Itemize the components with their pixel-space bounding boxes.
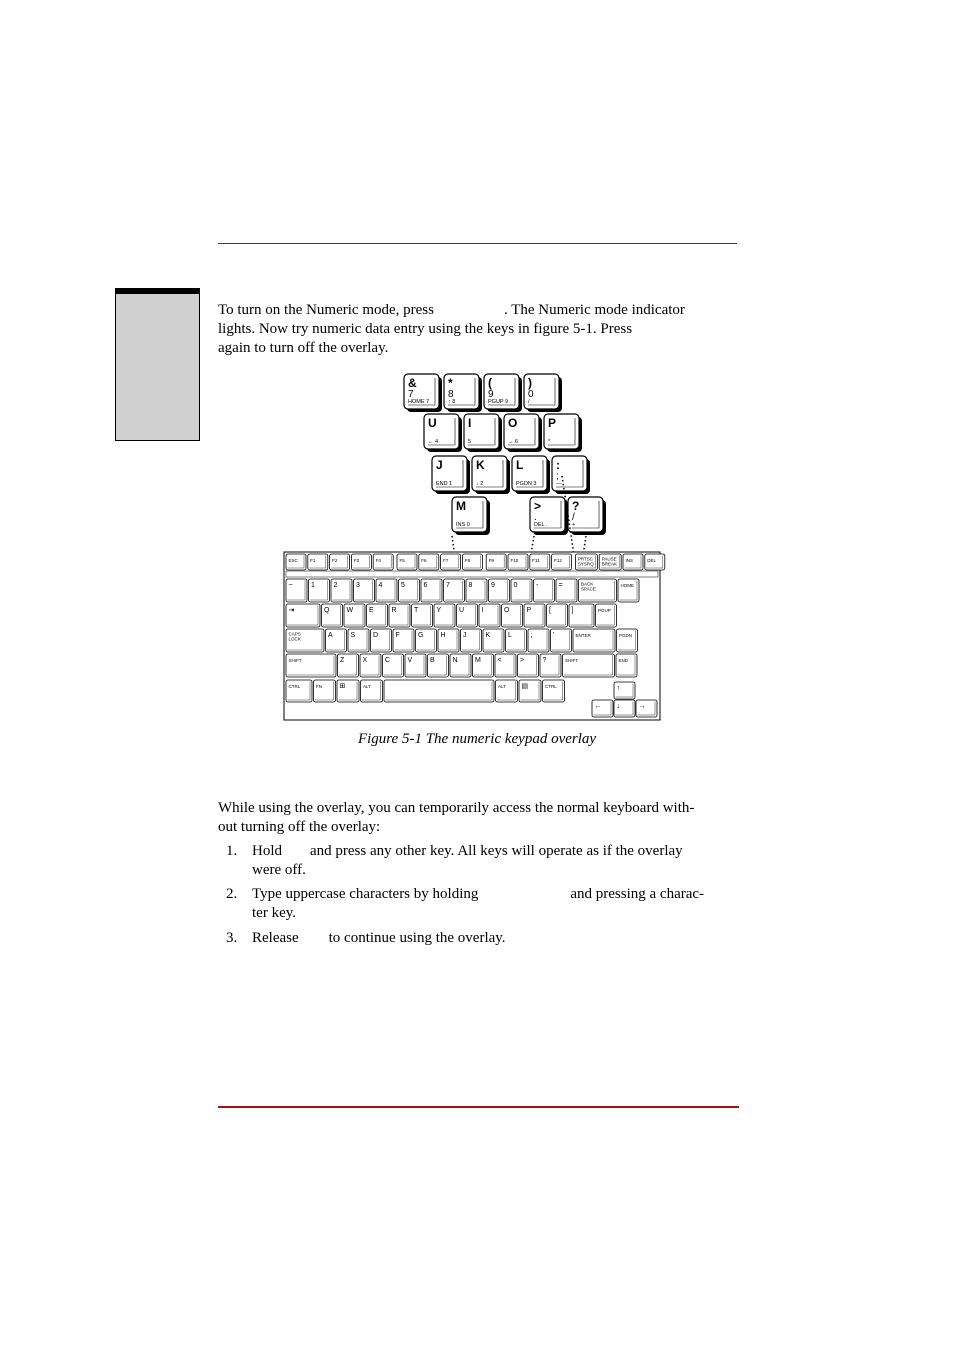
- keyboard-key-label: <: [497, 657, 502, 664]
- overlay-key: [404, 374, 442, 412]
- para1-line2: lights. Now try numeric data entry using the keys in figure 5-1. Press: [218, 321, 633, 337]
- keyboard-key: [371, 629, 392, 652]
- keyboard-key: [314, 680, 336, 702]
- keyboard-key: [511, 579, 532, 602]
- keyboard-key: [373, 554, 393, 570]
- keyboard-key-label: SYSRQ: [577, 561, 594, 567]
- keyboard-key-label: ↓: [616, 703, 620, 710]
- overlay-key-num: DEL .: [534, 522, 548, 528]
- keyboard-key-label: N: [452, 657, 458, 664]
- keyboard-key-label: I: [481, 607, 484, 614]
- keyboard-key: [337, 680, 359, 702]
- keyboard-key: [495, 654, 516, 677]
- keyboard-key-label: CTRL: [288, 684, 301, 689]
- keyboard-key-label: ESC: [288, 558, 298, 563]
- keyboard-key-label: L: [508, 632, 512, 639]
- overlay-key-num: /: [528, 399, 530, 405]
- overlay-key-num: HOME 7: [408, 399, 430, 405]
- keyboard-key: [596, 604, 617, 627]
- list-number: 2.: [226, 886, 238, 902]
- keyboard-key: [286, 629, 324, 652]
- keyboard-key: [599, 554, 621, 570]
- overlay-key-letter: (: [488, 376, 492, 390]
- overlay-key-letter: ): [528, 376, 532, 390]
- overlay-key-num: +: [572, 522, 576, 528]
- keyboard-key-label: ▤: [521, 683, 529, 690]
- keyboard-key: [569, 604, 594, 627]
- keyboard-key: [534, 579, 555, 602]
- keyboard-key-label: F2: [332, 558, 338, 563]
- keyboard-key-label: ;: [530, 632, 533, 639]
- keyboard-key-label: INS: [625, 558, 634, 563]
- keyboard-key: [528, 629, 549, 652]
- keyboard-key: [573, 629, 615, 652]
- keyboard-key-label: -: [536, 582, 539, 589]
- keyboard-key: [286, 579, 307, 602]
- keyboard-key: [486, 554, 506, 570]
- keyboard-key-label: F5: [399, 558, 405, 563]
- keyboard-key-label: J: [463, 632, 467, 639]
- keyboard-key-label: B: [430, 657, 435, 664]
- overlay-key-letter: O: [508, 416, 518, 430]
- keyboard-key: [441, 554, 461, 570]
- overlay-key: [552, 456, 590, 494]
- keyboard-key-label: ←: [594, 703, 602, 710]
- keyboard-key-label: 8: [468, 582, 473, 589]
- keyboard-key-label: Q: [324, 607, 330, 614]
- list-text-b: to continue using the overlay.: [328, 930, 506, 946]
- list-text-a: Release: [252, 930, 299, 946]
- list-text-a: Hold: [252, 843, 282, 859]
- keyboard-key-label: ALT: [498, 684, 506, 689]
- keyboard-key-label: HOME: [620, 583, 634, 588]
- keyboard-key: [444, 579, 465, 602]
- keyboard-key-label: BREAK: [601, 561, 617, 567]
- overlay-key-num: ↓ 2: [476, 481, 484, 487]
- keyboard-key-label: DEL: [647, 558, 657, 563]
- overlay-key-sub: 7: [408, 389, 414, 400]
- overlay-key: [432, 456, 470, 494]
- keyboard-figure: [280, 370, 670, 725]
- keyboard-key: [508, 554, 528, 570]
- keyboard-key: [438, 629, 459, 652]
- keyboard-key-label: V: [407, 657, 413, 664]
- para1-line1: [218, 301, 685, 320]
- keyboard-key: [389, 604, 410, 627]
- keyboard-key-label: D: [373, 632, 379, 639]
- para2-line1: While using the overlay, you can temporarily access the normal keyboard with-: [218, 800, 695, 816]
- keyboard-key-label: F6: [421, 558, 427, 563]
- keyboard-key: [309, 579, 330, 602]
- keyboard-key-label: LOCK: [288, 636, 301, 642]
- keyboard-key-label: SHIFT: [565, 658, 578, 663]
- keyboard-key: [405, 654, 426, 677]
- overlay-key-num: END 1: [436, 481, 453, 487]
- keyboard-key: [636, 700, 657, 717]
- keyboard-key-label: PAUSE: [601, 556, 617, 562]
- keyboard-key: [344, 604, 365, 627]
- overlay-key: [524, 374, 562, 412]
- keyboard-key-label: [: [549, 607, 551, 614]
- overlay-key-letter: K: [476, 458, 485, 472]
- keyboard-key-label: FN: [316, 684, 322, 689]
- keyboard-key: [530, 554, 550, 570]
- keyboard-key: [322, 604, 343, 627]
- keyboard-key-label: CAPS: [288, 631, 301, 637]
- keyboard-key: [286, 554, 306, 570]
- para1-text-b: . The Numeric mode indicator: [503, 302, 685, 318]
- indicator-strip: [286, 571, 658, 577]
- keyboard-key-label: F12: [554, 558, 562, 563]
- overlay-key-letter: P: [548, 416, 557, 430]
- keyboard-key-label: F: [395, 632, 400, 639]
- figure-caption: Figure 5-1 The numeric keypad overlay: [357, 731, 597, 747]
- overlay-key-sub: ;: [556, 471, 559, 482]
- keyboard-key: [473, 654, 494, 677]
- keyboard-key-label: ]: [571, 607, 574, 614]
- keyboard-key: [575, 554, 597, 570]
- keyboard-key-label: ALT: [363, 684, 371, 689]
- overlay-key: [504, 414, 542, 452]
- keyboard-key-label: ⇥: [288, 607, 295, 614]
- list-text-b: and press any other key. All keys will operate as if the overlay: [310, 843, 683, 859]
- keyboard-key-label: ?: [542, 657, 547, 664]
- keyboard-key-label: S: [350, 632, 356, 639]
- keyboard-key: [518, 654, 539, 677]
- chapter-side-tab: [115, 288, 200, 441]
- keyboard-key: [416, 629, 437, 652]
- keyboard-key-label: K: [485, 632, 491, 639]
- keyboard-key-label: H: [440, 632, 446, 639]
- keyboard-key: [623, 554, 643, 570]
- overlay-key: [484, 374, 522, 412]
- keyboard-key: [540, 654, 561, 677]
- keyboard-key: [479, 604, 500, 627]
- keyboard-key: [286, 604, 320, 627]
- overlay-key: [452, 497, 490, 535]
- keyboard-key-label: E: [369, 607, 374, 614]
- overlay-key: [568, 497, 606, 535]
- overlay-key-letter: I: [468, 416, 472, 430]
- keyboard-key: [326, 629, 347, 652]
- keyboard-key-label: M: [475, 657, 481, 664]
- keyboard-key: [419, 554, 439, 570]
- keyboard-key-label: F7: [443, 558, 449, 563]
- keyboard-key-label: F3: [353, 558, 360, 563]
- keyboard-key: [496, 680, 518, 702]
- keyboard-key-label: F4: [375, 558, 381, 563]
- keyboard-key: [547, 604, 568, 627]
- keyboard-key-label: 5: [401, 582, 405, 589]
- keyboard-key: [519, 680, 541, 702]
- keyboard-key-label: F10: [510, 558, 519, 563]
- overlay-key-letter: &: [408, 376, 417, 390]
- keyboard-key-label: →: [638, 703, 646, 710]
- overlay-key: [424, 414, 462, 452]
- keyboard-key: [376, 579, 397, 602]
- keyboard-key: [579, 579, 617, 602]
- keyboard-key: [617, 629, 638, 652]
- overlay-key-letter: L: [516, 458, 524, 472]
- keyboard-key: [614, 682, 635, 699]
- overlay-key-letter: >: [534, 499, 542, 513]
- keyboard-key: [421, 579, 442, 602]
- keyboard-key-label: 7: [446, 582, 450, 589]
- overlay-key-sub: /: [572, 512, 575, 523]
- overlay-key-num: ↑ 8: [448, 399, 456, 405]
- overlay-key-letter: J: [436, 458, 443, 472]
- keyboard-key: [450, 654, 471, 677]
- keyboard-key: [338, 654, 359, 677]
- keyboard-key: [466, 579, 487, 602]
- keyboard-key-label: P: [526, 607, 532, 614]
- keyboard-key: [483, 629, 504, 652]
- keyboard-key: [383, 654, 404, 677]
- keyboard-key: [397, 554, 417, 570]
- keyboard-key-label: Y: [436, 607, 442, 614]
- keyboard-key-label: PRTSC: [577, 556, 594, 562]
- keyboard-key-label: BACK: [581, 581, 594, 587]
- keyboard-key: [286, 654, 336, 677]
- keyboard-key: [393, 629, 414, 652]
- overlay-key-num: ← 4: [428, 439, 439, 445]
- keyboard-key: [461, 629, 482, 652]
- keyboard-key-label: 0: [513, 582, 518, 589]
- overlay-key: [444, 374, 482, 412]
- keyboard-key: [556, 579, 577, 602]
- keyboard-key: [412, 604, 433, 627]
- list-number: 3.: [226, 930, 238, 946]
- keyboard-key: [552, 554, 572, 570]
- overlay-key-letter: :: [556, 458, 560, 472]
- keyboard-key: [645, 554, 665, 570]
- overlay-key-letter: *: [448, 376, 453, 390]
- keyboard-key-label: C: [385, 657, 391, 664]
- keyboard-key-label: G: [418, 632, 424, 639]
- keyboard-key: [367, 604, 388, 627]
- keyboard-key: [354, 579, 375, 602]
- keyboard-key-label: ↑: [616, 685, 620, 692]
- keyboard-key-label: F11: [532, 558, 540, 563]
- keyboard-key-label: X: [362, 657, 368, 664]
- overlay-key: [512, 456, 550, 494]
- keyboard-key-label: ~: [288, 582, 293, 589]
- overlay-key: [530, 497, 568, 535]
- keyboard-key-label: Z: [340, 657, 345, 664]
- list-text-cont: ter key.: [252, 905, 297, 921]
- keyboard-key: [592, 700, 613, 717]
- list-text-cont: were off.: [252, 862, 306, 878]
- keyboard-key-label: =: [558, 582, 563, 589]
- list-text-a: Type uppercase characters by holding: [252, 886, 479, 902]
- keyboard-key: [384, 680, 494, 702]
- keyboard-key-label: END: [618, 658, 629, 663]
- keyboard-key: [563, 654, 615, 677]
- keyboard-key: [351, 554, 371, 570]
- keyboard-key-label: W: [346, 607, 354, 614]
- keyboard-key: [489, 579, 510, 602]
- keyboard-key: [462, 554, 482, 570]
- keyboard-key-label: >: [520, 657, 525, 664]
- overlay-key: [544, 414, 582, 452]
- keyboard-key-label: ': [553, 632, 555, 639]
- list-number: 1.: [226, 843, 238, 859]
- keyboard-key-label: CTRL: [545, 684, 557, 689]
- keyboard-key-label: A: [328, 632, 333, 639]
- overlay-key-sub: 8: [448, 389, 454, 400]
- keyboard-key-label: 3: [356, 582, 360, 589]
- keyboard-key-label: 1: [311, 582, 315, 589]
- keyboard-key-label: 4: [378, 582, 383, 589]
- keyboard-key: [543, 680, 565, 702]
- overlay-key: [472, 456, 510, 494]
- keyboard-key-label: F1: [310, 558, 316, 563]
- overlay-key-letter: U: [428, 416, 437, 430]
- keyboard-key-label: 9: [491, 582, 495, 589]
- keyboard-key: [428, 654, 449, 677]
- overlay-key-num: PGDN 3: [516, 481, 537, 487]
- keyboard-key-label: T: [414, 607, 419, 614]
- overlay-key-num: PGUP 9: [488, 399, 509, 405]
- keyboard-key: [614, 700, 635, 717]
- keyboard-key: [360, 654, 381, 677]
- keyboard-key: [434, 604, 455, 627]
- overlay-key-num: INS 0: [456, 522, 470, 528]
- overlay-key-letter: ?: [572, 499, 580, 513]
- keyboard-key: [361, 680, 383, 702]
- overlay-key-num: 5: [468, 439, 472, 445]
- footer-rule: [218, 1106, 739, 1108]
- overlay-key-num: —: [556, 481, 562, 487]
- keyboard-key: [618, 579, 639, 602]
- keyboard-key: [551, 629, 572, 652]
- keyboard-key-label: 6: [423, 582, 428, 589]
- keyboard-key-label: O: [504, 607, 510, 614]
- keyboard-key-label: ENTER: [575, 633, 591, 638]
- keyboard-key-label: SHIFT: [288, 658, 302, 663]
- overlay-key-sub: .: [534, 512, 537, 523]
- keyboard-key-label: F9: [488, 558, 494, 563]
- para1-text-a: To turn on the Numeric mode, press: [218, 302, 434, 318]
- header-rule: [218, 243, 737, 244]
- overlay-key-num: → 6: [508, 439, 519, 445]
- overlay-key-num: *: [548, 439, 551, 445]
- keyboard-key: [524, 604, 545, 627]
- keyboard-key: [457, 604, 478, 627]
- keyboard-key: [506, 629, 527, 652]
- list-text-b: and pressing a charac-: [570, 886, 705, 902]
- keyboard-key-label: PGUP: [598, 608, 611, 613]
- keyboard-key: [399, 579, 420, 602]
- para2-line2: out turning off the overlay:: [218, 819, 381, 835]
- overlay-key-letter: M: [456, 499, 466, 513]
- keyboard-key-label: PGDN: [619, 633, 633, 638]
- keyboard-key-label: U: [459, 607, 465, 614]
- keyboard-key-label: 2: [333, 582, 338, 589]
- overlay-key: [464, 414, 502, 452]
- para1-line3: again to turn off the overlay.: [218, 340, 389, 356]
- keyboard-key: [330, 554, 350, 570]
- keyboard-key: [331, 579, 352, 602]
- keyboard-key: [308, 554, 328, 570]
- overlay-key-sub: 0: [528, 389, 534, 400]
- keyboard-key-label: SPACE: [581, 586, 596, 592]
- keyboard-key: [616, 654, 637, 677]
- overlay-key-sub: 9: [488, 389, 494, 400]
- keyboard-key: [286, 680, 312, 702]
- keyboard-key-label: F8: [464, 558, 471, 563]
- keyboard-key: [502, 604, 523, 627]
- keyboard-key-label: ⊞: [339, 683, 346, 690]
- keyboard-key-label: R: [391, 607, 397, 614]
- keyboard-key: [348, 629, 369, 652]
